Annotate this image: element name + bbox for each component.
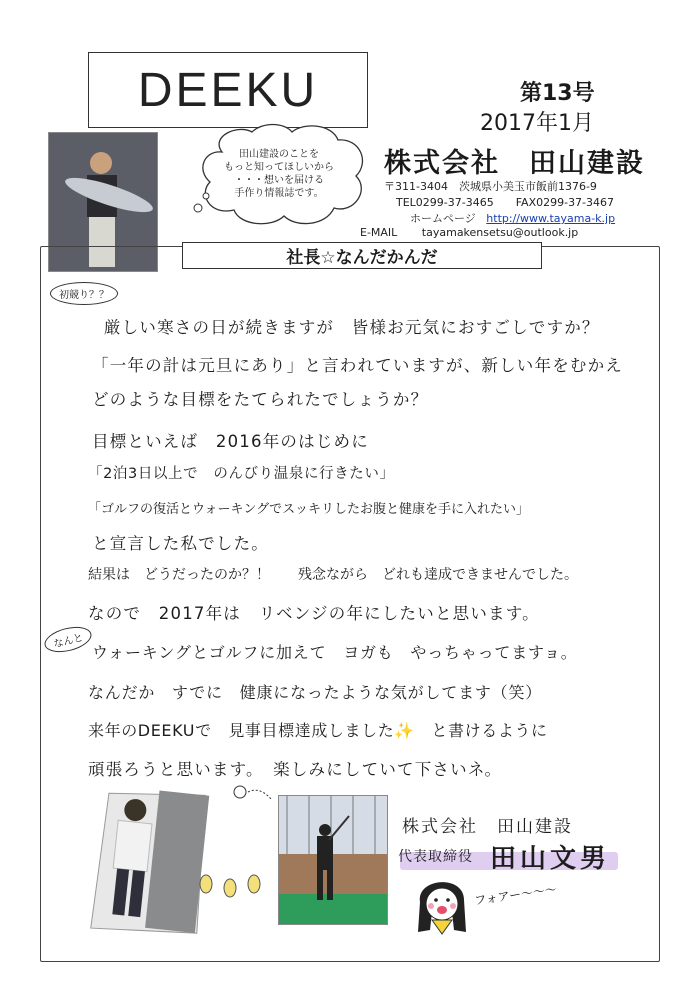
first-auction-tag: 初競り？？ <box>50 282 118 305</box>
body-line: と宣言した私でした。 <box>92 534 269 553</box>
body-line: なので 2017年は リベンジの年にしたいと思います。 <box>88 604 540 623</box>
bubble-line: 田山建設のことを <box>239 149 319 160</box>
golf-ball-icon <box>232 784 276 808</box>
body-line: 「一年の計は元旦にあり」と言われていますが、新しい年をむかえ <box>92 356 623 375</box>
company-address: 〒311-3404 茨城県小美玉市飯前1376-9 <box>384 180 597 193</box>
bubble-line: ・・・想いを届ける <box>234 175 324 186</box>
homepage-row <box>410 210 615 226</box>
company-name: 株式会社 田山建設 <box>384 148 645 179</box>
issue-number: 第13号 <box>520 81 595 106</box>
section-title: 社長☆なんだかんだ <box>182 242 542 269</box>
body-line: どのような目標をたてられたでしょうか？ <box>92 390 429 409</box>
golf-swing-photo <box>278 795 388 925</box>
email-label: E-MAIL <box>360 226 398 239</box>
body-line: 来年のDEEKUで 見事目標達成しました✨ と書けるように <box>88 721 548 740</box>
walking-figure-icon <box>89 783 214 942</box>
body-line: 厳しい寒さの日が続きますが 皆様お元気におすごしですか？ <box>104 318 600 337</box>
signature-role: 代表取締役 <box>398 849 473 865</box>
signature-company: 株式会社 田山建設 <box>402 817 573 837</box>
fore-shout: フォアー〜〜〜 <box>473 882 558 908</box>
body-line: 「ゴルフの復活とウォーキングでスッキリしたお腹と健康を手に入れたい」 <box>88 502 529 517</box>
bubble-text <box>204 148 354 200</box>
homepage-link[interactable]: http://www.tayama-k.jp <box>486 212 616 225</box>
golfer-icon <box>279 796 387 924</box>
company-phone-fax: TEL0299-37-3465 FAX0299-37-3467 <box>396 196 615 209</box>
signature-name: 田山文男 <box>490 844 611 874</box>
body-line: 結果は どうだったのか？！ 残念ながら どれも達成できませんでした。 <box>88 567 578 583</box>
issue-date: 2017年1月 <box>480 111 594 136</box>
email-address[interactable]: tayamakensetsu@outlook.jp <box>421 226 579 239</box>
body-line: 目標といえば 2016年のはじめに <box>92 432 369 451</box>
email-row <box>360 226 578 239</box>
body-line: 「2泊3日以上で のんびり温泉に行きたい」 <box>88 466 395 482</box>
nanto-tag: なんと <box>42 623 94 657</box>
newsletter-title: DEEKU <box>137 63 319 117</box>
footsteps-icon <box>196 870 276 900</box>
body-line: なんだか すでに 健康になったような気がしてます（笑） <box>88 683 543 702</box>
homepage-label: ホームページ <box>410 212 476 225</box>
newsletter-title-box <box>88 52 368 128</box>
body-line: 頑張ろうと思います。 楽しみにしていて下さいネ。 <box>88 760 503 779</box>
bubble-line: 手作り情報誌です。 <box>234 188 324 199</box>
bubble-line: もっと知ってほしいから <box>224 162 334 173</box>
walking-photo <box>89 783 214 942</box>
cartoon-face-icon <box>414 872 470 938</box>
body-line: ウォーキングとゴルフに加えて ヨガも やっちゃってますョ。 <box>92 643 578 662</box>
